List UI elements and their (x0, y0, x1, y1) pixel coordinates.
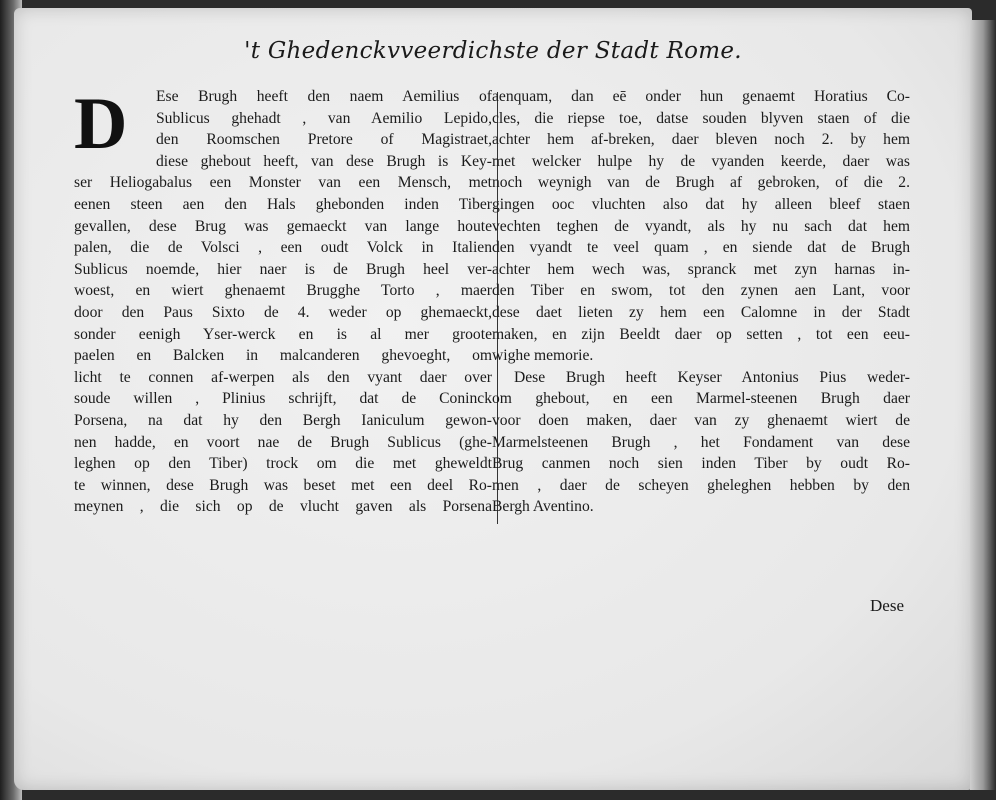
text-line: te winnen, dese Brugh was beset met een deel Ro- (74, 476, 492, 494)
left-column (74, 83, 492, 518)
text-line: voor doen maken, daer van zy ghenaemt wiert de (492, 411, 910, 429)
catchword: Dese (870, 596, 904, 615)
text-line: Brug canmen noch sien inden Tiber by oudt Ro- (492, 455, 910, 473)
text-line: diese ghebout heeft, van dese Brugh is Key- (156, 152, 492, 170)
text-line: men , daer de scheyen gheleghen hebben by den (492, 476, 910, 494)
drop-cap: D (74, 83, 128, 165)
text-line: eenen steen aen den Hals ghebonden inden Tiber (74, 195, 492, 213)
running-head: 't Ghedenckvveerdichste der Stadt Rome. (244, 38, 742, 64)
text-line: Porsena, na dat hy den Bergh Ianiculum gewon- (74, 411, 492, 429)
text-line: Sublicus ghehadt , van Aemilio Lepido, (156, 109, 492, 127)
text-line: dese daet lieten zy hem een Calomne in der Stadt (492, 303, 910, 321)
text-line: woest, en wiert ghenaemt Brugghe Torto , maer (74, 282, 492, 300)
text-line: den Tiber en swom, tot den zynen aen Lant, voor (492, 282, 910, 300)
text-line: Ese Brugh heeft den naem Aemilius of (156, 88, 492, 105)
text-line: achter hem wech was, spranck met zyn harnas in- (492, 260, 910, 278)
text-line: met welcker hulpe hy de vyanden keerde, daer was (492, 152, 910, 170)
text-line: cles, die riepse toe, datse souden blyven staen of die (492, 109, 910, 127)
text-line: leghen op den Tiber) trock om die met gheweldt (74, 455, 492, 473)
text-line: den vyandt te veel quam , en siende dat de Brugh (492, 239, 910, 257)
text-line: sonder eenigh Yser-werck en is al mer groote (74, 325, 492, 343)
text-line: Bergh Aventino. (492, 498, 594, 516)
text-line: paelen en Balcken in malcanderen ghevoeght, om (74, 347, 492, 365)
text-line: meynen , die sich op de vlucht gaven als Porsena (74, 498, 492, 516)
text-line: aenquam, dan eē onder hun genaemt Horatius Co- (492, 88, 910, 105)
text-line: gingen ooc vluchten also dat hy alleen bleef staen (492, 195, 910, 213)
page-stack-edge (970, 20, 996, 790)
text-line: ser Heliogabalus een Monster van een Mensch, met (74, 174, 492, 192)
text-line: palen, die de Volsci , een oudt Volck in Italien (74, 239, 492, 257)
text-line: achter hem af-breken, daer bleven noch 2. by hem (492, 131, 910, 149)
text-line: Marmelsteenen Brugh , het Fondament van dese (492, 433, 910, 451)
text-line: door den Paus Sixto de 4. weder op ghemaeckt, (74, 303, 492, 321)
text-line: gevallen, dese Brug was gemaeckt van lange houte (74, 217, 492, 235)
text-line: soude willen , Plinius schrijft, dat de Coninck (74, 390, 492, 408)
text-line: nen hadde, en voort nae de Brugh Sublicus (ghe- (74, 433, 492, 451)
text-line: wighe memorie. (492, 347, 594, 365)
right-column (492, 86, 910, 518)
text-line: om ghebout, en een Marmel-steenen Brugh daer (492, 390, 910, 408)
text-line: noch weynigh van de Brugh af gebroken, of die 2. (492, 174, 910, 192)
text-line: licht te connen af-werpen als den vyant daer over (74, 368, 492, 386)
text-line: Sublicus noemde, hier naer is de Brugh heel ver- (74, 260, 492, 278)
text-line: vechten teghen de vyandt, als hy nu sach dat hem (492, 217, 910, 235)
text-line: den Roomschen Pretore of Magistraet, (156, 131, 492, 149)
text-line: maken, en zijn Beeldt daer op setten , tot een eeu- (492, 325, 910, 343)
text-line: Dese Brugh heeft Keyser Antonius Pius weder- (514, 368, 910, 386)
